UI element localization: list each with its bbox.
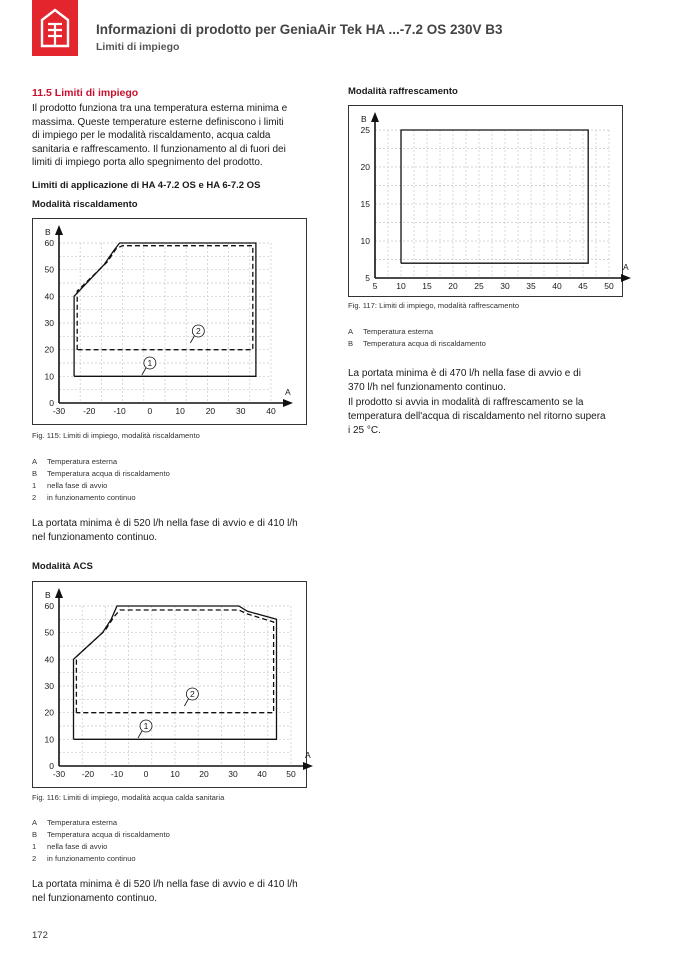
legend-text: Temperatura acqua di riscaldamento	[363, 339, 486, 348]
legend-item	[32, 481, 292, 493]
heating-heading: Modalità riscaldamento	[32, 199, 138, 210]
legend-key: A	[348, 327, 354, 336]
x-axis-label: A	[623, 262, 629, 272]
y-tick-label: 30	[44, 681, 54, 691]
heating-caption: Fig. 115: Limiti di impiego, modalità riscaldamento	[32, 431, 200, 440]
legend-item	[348, 327, 608, 339]
note-line: 370 l/h nel funzionamento continuo.	[348, 382, 506, 394]
y-tick-label: 10	[360, 236, 370, 246]
section-intro	[32, 102, 307, 170]
x-tick-label: 35	[526, 281, 536, 291]
legend-text: Temperatura esterna	[47, 818, 118, 827]
x-tick-label: 20	[199, 769, 209, 779]
header-title: Informazioni di prodotto per GeniaAir Tek HA ...-7.2 OS 230V B3	[96, 22, 503, 37]
note-line: La portata minima è di 520 l/h nella fase di avvio e di 410 l/h	[32, 518, 298, 529]
cooling-note-1	[348, 367, 623, 395]
marker-leader	[138, 731, 142, 738]
header-subtitle: Limiti di impiego	[96, 41, 180, 53]
note-line: Il prodotto si avvia in modalità di raffrescamento se la	[348, 397, 584, 408]
legend-item	[32, 842, 292, 854]
y-tick-label: 50	[44, 627, 54, 638]
legend-key: 1	[32, 842, 37, 851]
x-axis-arrow	[283, 399, 293, 407]
heating-note	[32, 517, 298, 545]
y-axis-arrow	[55, 225, 63, 235]
cooling-heading: Modalità raffrescamento	[348, 86, 458, 97]
acs-chart	[32, 581, 311, 788]
note-line: La portata minima è di 470 l/h nella fase di avvio e di	[348, 368, 581, 379]
intro-line: sanitaria e raffrescamento. Il funzionamento al di fuori dei	[32, 143, 286, 155]
y-tick-label: 15	[360, 199, 370, 209]
y-tick-label: 50	[44, 264, 54, 275]
x-tick-label: 50	[604, 281, 614, 291]
y-axis-label: B	[45, 590, 51, 600]
x-axis-arrow	[303, 762, 313, 770]
legend-item	[32, 457, 292, 469]
x-tick-label: -20	[81, 769, 95, 779]
x-tick-label: 50	[286, 769, 296, 779]
y-axis-arrow	[371, 112, 379, 122]
marker-leader	[142, 368, 146, 375]
heating-chart	[32, 218, 307, 425]
y-axis-arrow	[55, 588, 63, 598]
x-tick-label: 25	[474, 281, 484, 291]
y-tick-label: 20	[44, 707, 54, 718]
intro-line: massima. Queste temperature esterne definiscono i limiti	[32, 116, 284, 128]
x-tick-label: 30	[500, 281, 510, 291]
x-axis-label: A	[285, 387, 291, 397]
y-tick-label: 40	[44, 654, 54, 665]
x-tick-label: 15	[422, 281, 432, 291]
legend-key: B	[32, 469, 38, 478]
x-tick-label: -10	[113, 406, 126, 416]
legend-key: A	[32, 457, 38, 466]
marker-label: 2	[195, 326, 201, 336]
section-title: 11.5 Limiti di impiego	[32, 87, 139, 99]
series-range-line	[401, 130, 588, 263]
y-tick-label: 20	[360, 162, 370, 172]
y-tick-label: 10	[44, 371, 54, 382]
x-tick-label: 10	[175, 406, 185, 416]
y-axis-label: B	[361, 114, 367, 124]
x-axis-label: A	[305, 750, 311, 760]
x-tick-label: 0	[143, 769, 149, 779]
legend-item	[32, 854, 292, 866]
legend-key: 2	[32, 493, 37, 502]
x-tick-label: 30	[235, 406, 246, 416]
y-tick-label: 0	[49, 398, 54, 408]
legend-item	[32, 493, 292, 505]
marker-label: 1	[143, 721, 149, 731]
acs-chart-svg	[33, 582, 311, 787]
y-tick-label: 10	[44, 734, 54, 745]
legend-item	[32, 830, 292, 842]
legend-text: Temperatura acqua di riscaldamento	[47, 469, 170, 478]
legend-key: B	[348, 339, 354, 348]
legend-text: nella fase di avvio	[47, 842, 108, 851]
marker-label: 2	[190, 689, 195, 699]
x-tick-label: 45	[578, 281, 588, 291]
x-tick-label: 20	[205, 406, 216, 416]
x-tick-label: 20	[448, 281, 458, 291]
x-tick-label: 10	[396, 281, 406, 291]
heating-chart-svg	[33, 219, 306, 424]
legend-text: nella fase di avvio	[47, 481, 108, 490]
y-tick-label: 0	[49, 761, 54, 771]
series-2-line	[76, 610, 273, 713]
y-tick-label: 30	[44, 318, 54, 328]
brand-logo	[32, 0, 78, 56]
x-tick-label: 0	[147, 406, 153, 416]
x-tick-label: 5	[372, 281, 378, 291]
x-tick-label: -30	[52, 769, 66, 779]
x-tick-label: 40	[257, 769, 267, 779]
note-line: temperatura dell'acqua di riscaldamento nel ritorno supera	[348, 411, 606, 423]
intro-line: di impiego per le modalità riscaldamento, acqua calda	[32, 130, 271, 142]
note-line: i 25 °C.	[348, 425, 381, 437]
intro-line: limiti di impiego porta allo spegnimento del prodotto.	[32, 157, 263, 169]
x-tick-label: -20	[83, 406, 96, 416]
x-tick-label: -30	[52, 406, 66, 416]
intro-line: Il prodotto funziona tra una temperatura esterna minima e	[32, 103, 288, 114]
subheading: Limiti di applicazione di HA 4-7.2 OS e HA 6-7.2 OS	[32, 180, 261, 191]
acs-heading: Modalità ACS	[32, 561, 93, 572]
acs-note	[32, 878, 298, 906]
legend-key: B	[32, 830, 38, 839]
y-tick-label: 20	[44, 344, 54, 355]
note-line: nel funzionamento continuo.	[32, 532, 158, 543]
acs-legend	[32, 818, 292, 866]
legend-text: in funzionamento continuo	[47, 493, 136, 502]
legend-text: Temperatura acqua di riscaldamento	[47, 830, 170, 839]
house-heat-pump-icon	[32, 0, 78, 56]
series-2-line	[77, 246, 253, 350]
x-tick-label: 40	[266, 406, 276, 416]
legend-key: A	[32, 818, 38, 827]
y-tick-label: 5	[365, 273, 370, 283]
marker-leader	[190, 336, 194, 343]
legend-key: 2	[32, 854, 37, 863]
y-tick-label: 60	[44, 238, 54, 248]
x-tick-label: -10	[110, 769, 124, 779]
note-line: nel funzionamento continuo.	[32, 893, 158, 904]
cooling-caption: Fig. 117: Limiti di impiego, modalità raffrescamento	[348, 301, 520, 310]
marker-leader	[184, 699, 188, 706]
x-axis-arrow	[621, 274, 631, 282]
cooling-chart	[348, 105, 629, 297]
legend-text: Temperatura esterna	[47, 457, 118, 466]
y-tick-label: 25	[360, 125, 370, 135]
acs-caption: Fig. 116: Limiti di impiego, modalità acqua calda sanitaria	[32, 793, 225, 802]
legend-item	[348, 339, 608, 351]
cooling-chart-svg	[349, 106, 629, 296]
y-tick-label: 60	[44, 601, 54, 611]
marker-label: 1	[147, 358, 153, 368]
x-tick-label: 30	[228, 769, 238, 779]
x-tick-label: 10	[170, 769, 180, 779]
legend-text: in funzionamento continuo	[47, 854, 136, 863]
heating-legend	[32, 457, 292, 505]
legend-text: Temperatura esterna	[363, 327, 434, 336]
page-number: 172	[32, 930, 48, 941]
legend-item	[32, 818, 292, 830]
cooling-note-2	[348, 396, 623, 439]
y-tick-label: 40	[44, 291, 54, 302]
note-line: La portata minima è di 520 l/h nella fase di avvio e di 410 l/h	[32, 879, 298, 890]
legend-item	[32, 469, 292, 481]
legend-key: 1	[32, 481, 37, 490]
cooling-legend	[348, 327, 608, 351]
y-axis-label: B	[45, 227, 51, 237]
x-tick-label: 40	[552, 281, 562, 291]
